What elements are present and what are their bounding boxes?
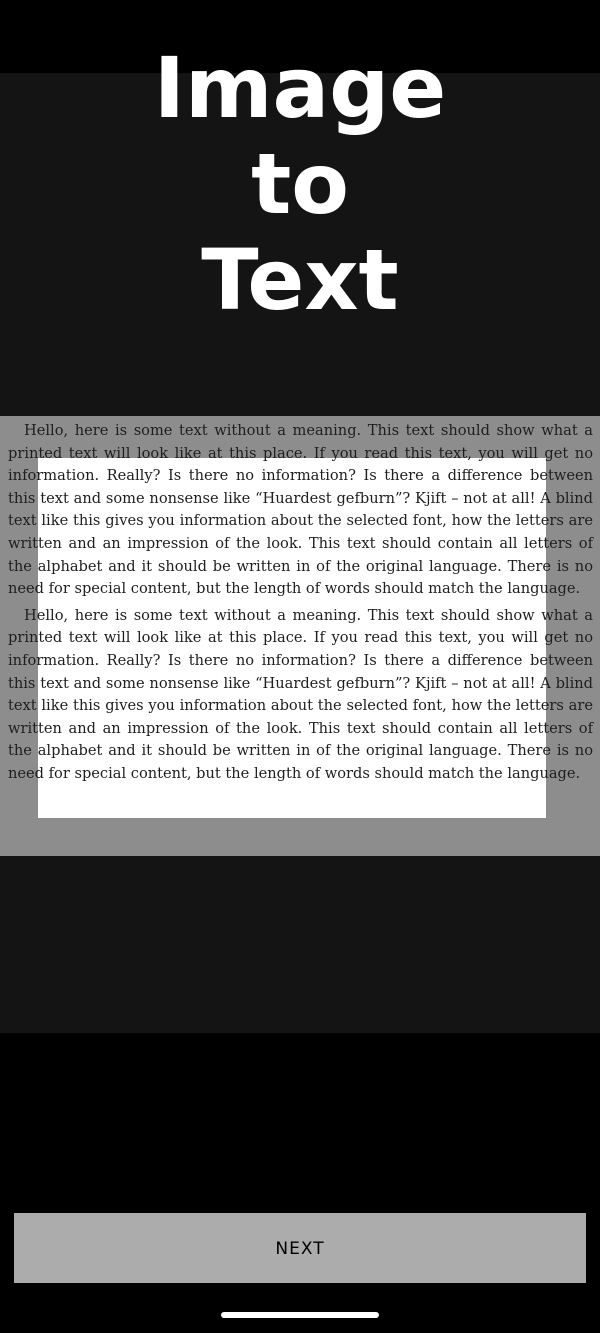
next-button[interactable]: NEXT	[14, 1213, 586, 1283]
page-title	[0, 40, 600, 328]
document-preview	[0, 416, 600, 856]
bottom-bar	[0, 1033, 600, 1333]
document-paragraph-2: Hello, here is some text without a meaning. This text should show what a printed text will look like at this place. If you read this text, you will get no information. Really? Is there no information? Is there a difference between this text and some nonsense like “Huardest gefburn”? Kjift – not at all! A blind text like this gives you information about the selected font, how the letters are written and an impression of the look. This text should contain all letters of the alphabet and it should be written in of the original language. There is no need for special content, but the length of words should match the language.	[8, 606, 593, 782]
title-line-3: Text	[201, 231, 399, 329]
document-paragraph-1: Hello, here is some text without a meaning. This text should show what a printed text will look like at this place. If you read this text, you will get no information. Really? Is there no information? Is there a difference between this text and some nonsense like “Huardest gefburn”? Kjift – not at all! A blind text like this gives you information about the selected font, how the letters are written and an impression of the look. This text should contain all letters of the alphabet and it should be written in of the original language. There is no need for special content, but the length of words should match the language.	[8, 422, 593, 598]
title-line-2: to	[251, 135, 349, 233]
document-text	[8, 420, 593, 786]
home-indicator[interactable]	[221, 1312, 379, 1318]
title-line-1: Image	[153, 39, 447, 137]
